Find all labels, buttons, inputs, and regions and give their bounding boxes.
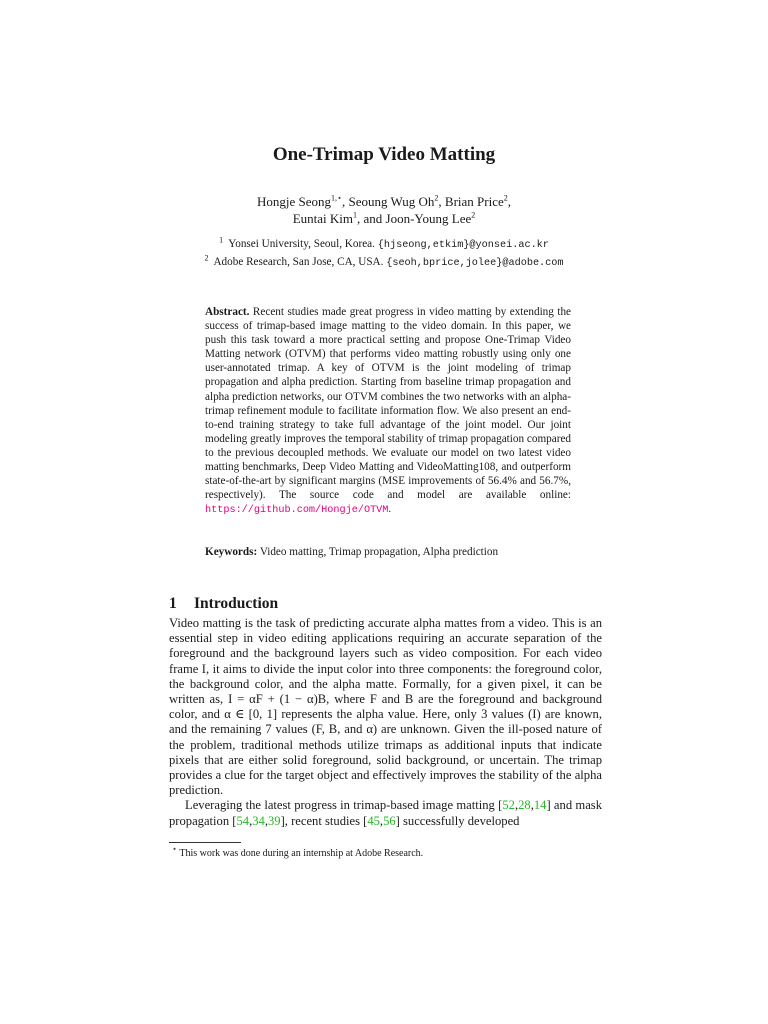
- author-affiliation-mark: 1: [353, 210, 358, 220]
- author-name: Joon-Young Lee: [385, 211, 472, 226]
- abstract-label: Abstract.: [205, 306, 250, 318]
- paragraph: Video matting is the task of predicting accurate alpha mattes from a video. This is an essential step in video editing applications requiring an accurate separation of the foreground and the background layers such as video composition. For each video frame I, it aims to divide the input color into three components: the foreground color, the background color, and the alpha matte. Formally, for a given pixel, it can be written as, I = αF + (1 − α)B, where F and B are the foreground and background color, and α ∈ [0, 1] represents the alpha value. Here, only 3 values (I) are known, and the remaining 7 values (F, B, and α) are unknown. Given the ill-posed nature of the problem, traditional methods utilize trimaps as additional inputs that indicate pixels that are either solid foreground, solid background, or uncertain. The trimap provides a clue for the target object and effectively improves the stability of the alpha prediction.: [169, 616, 602, 798]
- citation-link[interactable]: 39: [268, 813, 281, 828]
- affiliation-mark: 1: [219, 235, 224, 245]
- affiliation-mark: 2: [204, 253, 209, 263]
- abstract-end: .: [388, 503, 392, 516]
- section-number: 1: [169, 595, 177, 612]
- section-heading: [169, 595, 278, 613]
- footnote-text: This work was done during an internship at Adobe Research.: [179, 848, 424, 859]
- author-name: Seoung Wug Oh: [348, 194, 435, 209]
- author-affiliation-mark: 2: [503, 193, 508, 203]
- footnote-mark: ⋆: [172, 844, 178, 854]
- author-affiliation-mark: 2: [471, 210, 476, 220]
- affiliation-email: {hjseong,etkim}@yonsei.ac.kr: [377, 240, 549, 251]
- author-affiliation-mark: 2: [434, 193, 439, 203]
- keywords: [205, 545, 571, 559]
- keywords-text: Video matting, Trimap propagation, Alpha prediction: [259, 546, 499, 558]
- citation-link[interactable]: 56: [383, 813, 396, 828]
- author-list: [0, 193, 768, 227]
- abstract-text: Recent studies made great progress in video matting by extending the success of trimap-based image matting to the video domain. In this paper, we push this task toward a more practical setting and propose One-Trimap Video Matting network (OTVM) that performs video matting robustly using only one user-annotated trimap. A key of OTVM is the joint modeling of trimap propagation and alpha prediction. Starting from baseline trimap propagation and alpha prediction networks, our OTVM combines the two networks with an alpha-trimap refinement module to facilitate information flow. We also present an end-to-end training strategy to take full advantage of the joint model. Our joint modeling greatly improves the temporal stability of trimap propagation compared to the previous decoupled methods. We evaluate our model on two latest video matting benchmarks, Deep Video Matting and VideoMatting108, and outperform state-of-the-art by significant margins (MSE improvements of 56.4% and 56.7%, respectively). The source code and model are available online:: [205, 306, 572, 502]
- affiliation-email: {seoh,bprice,jolee}@adobe.com: [386, 258, 564, 269]
- author-line-1: Hongje Seong$^{1,⋆}$, Seoung Wug Oh$^2$, Brian Price$^2$,: [256, 193, 512, 209]
- footnote-rule: [169, 842, 241, 843]
- affiliation: [0, 254, 768, 272]
- citation-link[interactable]: 34: [252, 813, 265, 828]
- code-link[interactable]: https://github.com/Hongje/OTVM: [205, 505, 389, 517]
- author-name: Brian Price: [444, 194, 504, 209]
- citation-link[interactable]: 28: [518, 798, 531, 813]
- section-title: Introduction: [194, 595, 279, 612]
- footnote: [172, 844, 424, 860]
- affiliation-text: Adobe Research, San Jose, CA, USA.: [213, 256, 384, 268]
- paper-title: One-Trimap Video Matting: [272, 144, 496, 165]
- citation-link[interactable]: 52: [502, 798, 515, 813]
- citation-link[interactable]: 14: [533, 798, 547, 813]
- affiliation-text: Yonsei University, Seoul, Korea.: [228, 238, 375, 250]
- keywords-label: Keywords:: [205, 546, 258, 558]
- citation-link[interactable]: 45: [367, 813, 380, 828]
- affiliation: [0, 236, 768, 254]
- author-affiliation-mark: 1,⋆: [331, 193, 343, 203]
- abstract: [205, 305, 571, 518]
- affiliation-list: [0, 236, 768, 272]
- author-name: Hongje Seong: [256, 194, 331, 209]
- author-name: Euntai Kim: [292, 211, 354, 226]
- citation-link[interactable]: 54: [236, 813, 250, 828]
- paragraph: Leveraging the latest progress in trimap-based image matting [52,28,14] and mask propagation [54,34,39], recent studies [45,56] successfully developed: [169, 798, 602, 828]
- author-line-2: Euntai Kim$^1$, and Joon-Young Lee$^2$: [292, 210, 476, 226]
- section-body: [169, 616, 602, 829]
